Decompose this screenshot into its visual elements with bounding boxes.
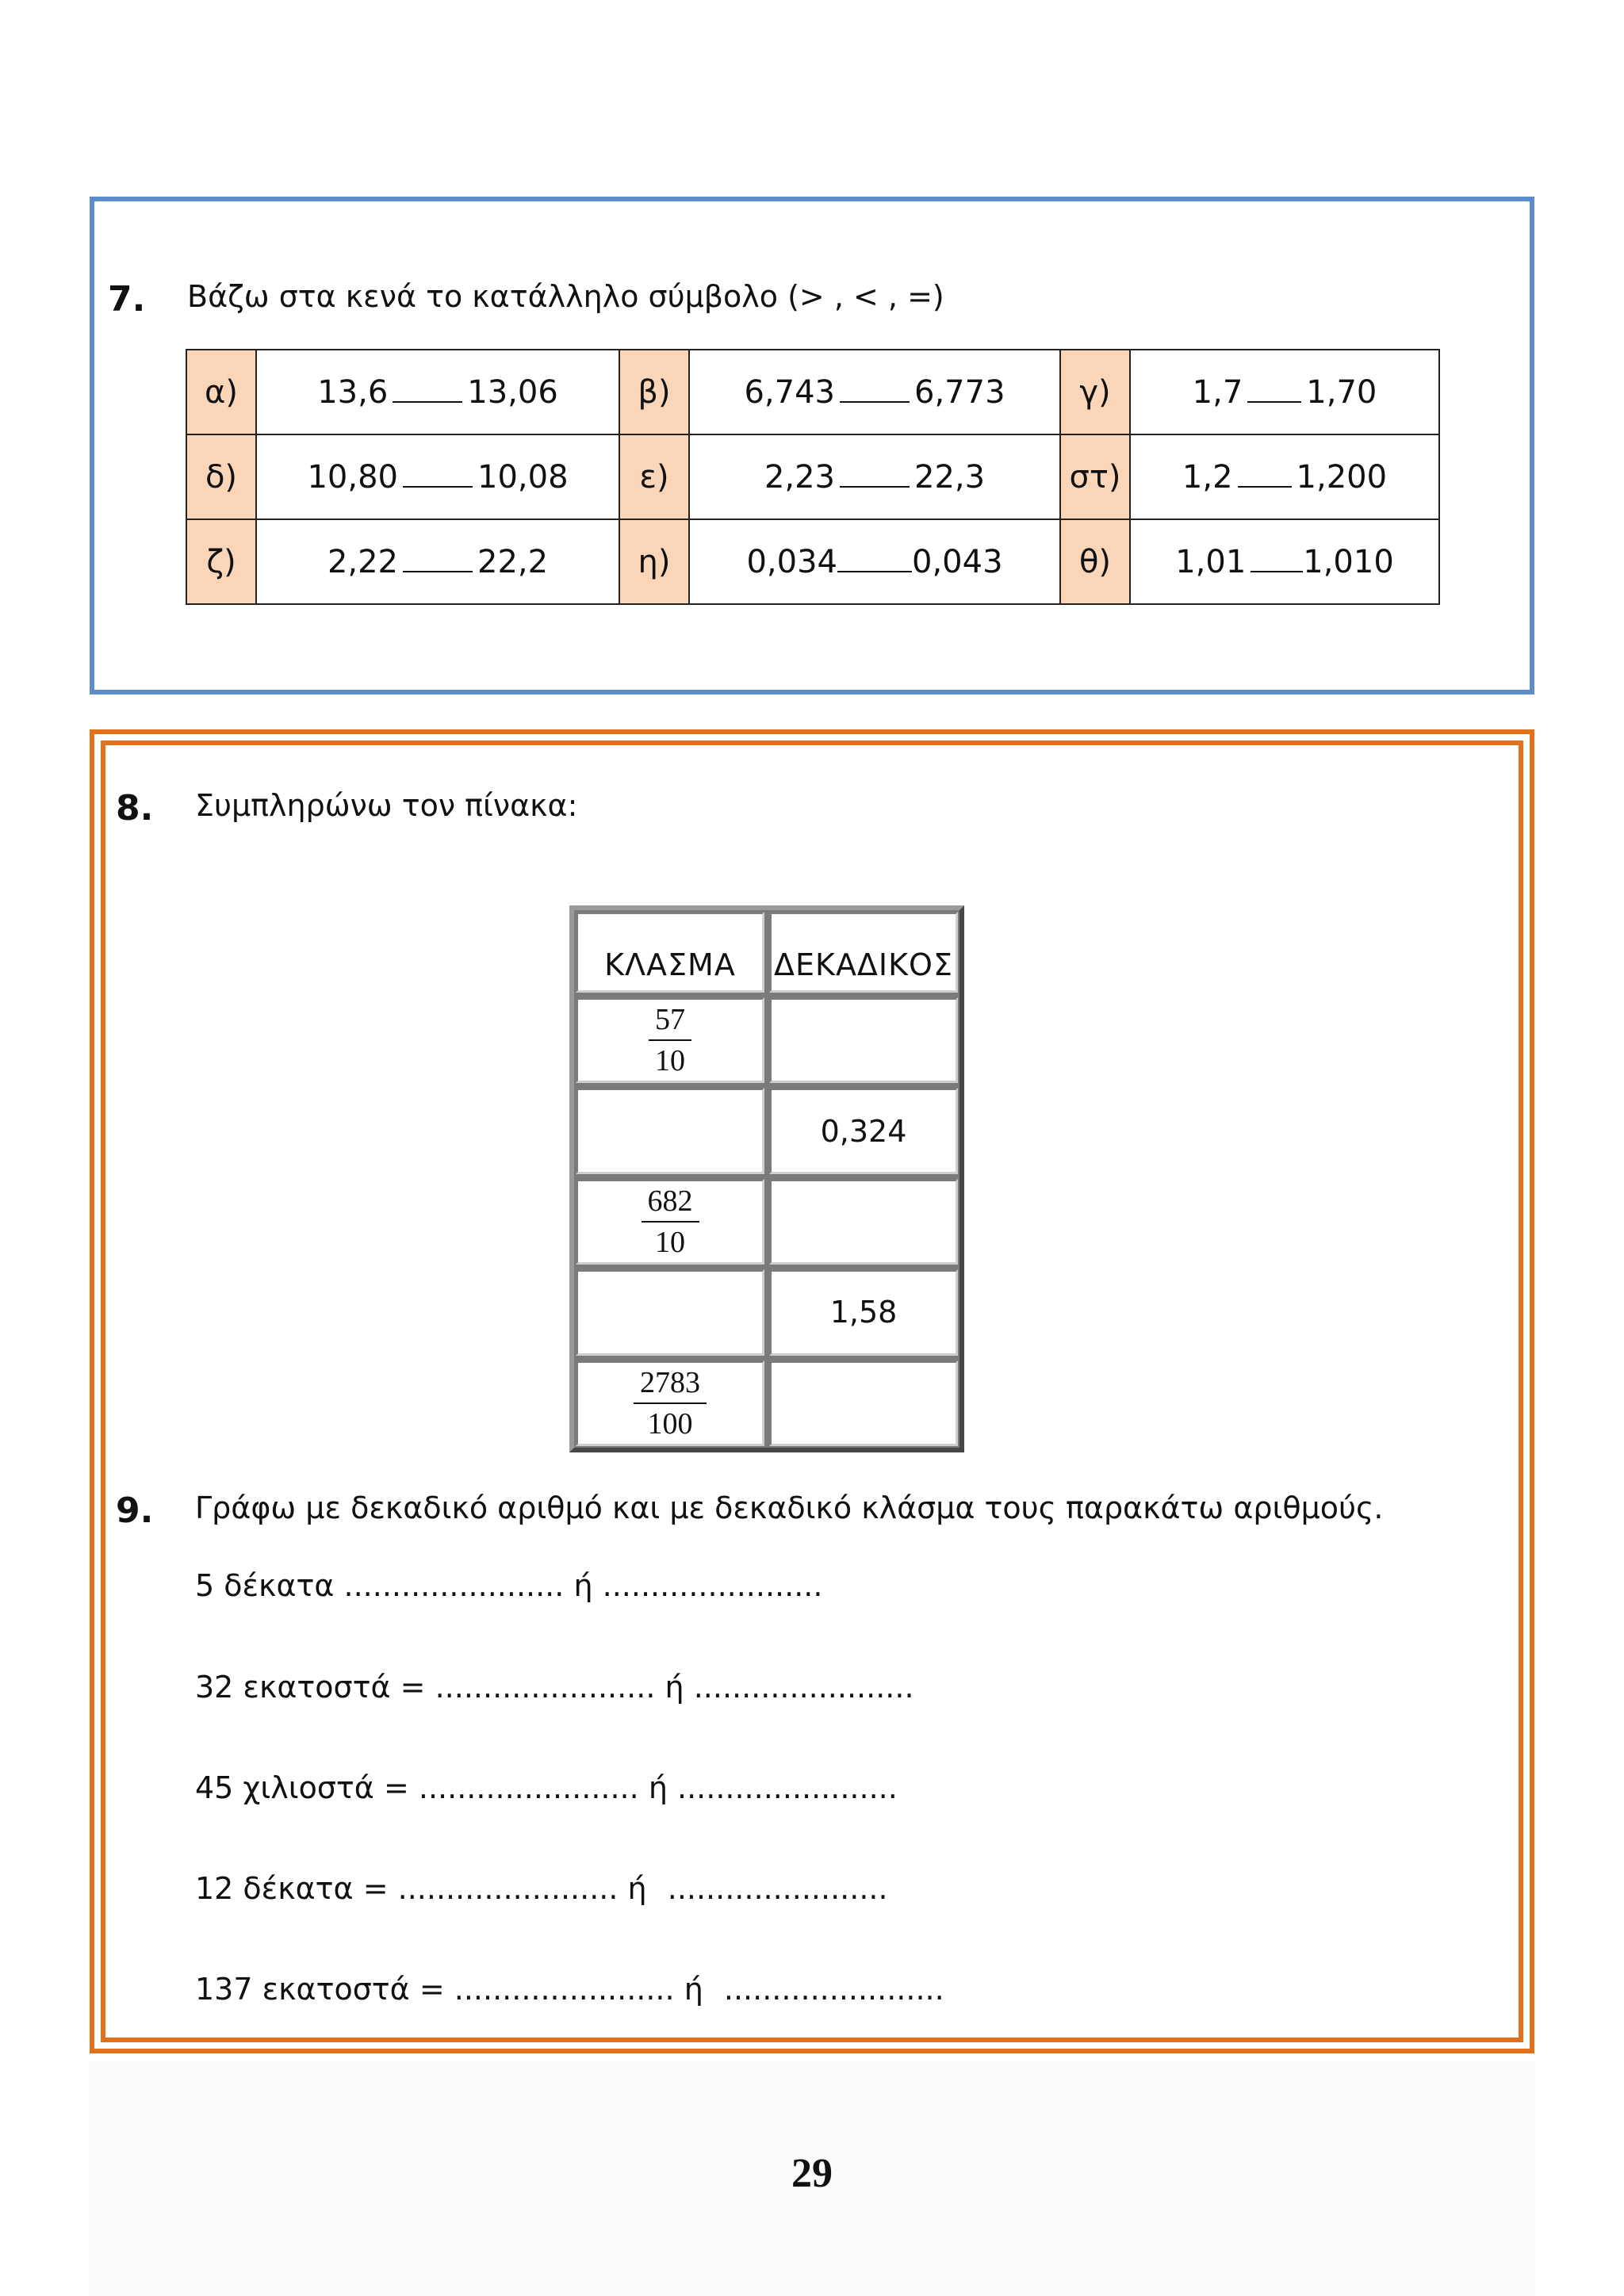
quantity-text: 137 εκατοστά bbox=[195, 1972, 410, 2007]
left-number: 0,034 bbox=[746, 543, 837, 580]
fraction-answer-dots[interactable]: ....................... bbox=[667, 1871, 888, 1906]
or-word: ή bbox=[627, 1871, 647, 1906]
fraction-answer-cell[interactable] bbox=[576, 1269, 764, 1355]
left-number: 1,7 bbox=[1192, 373, 1243, 411]
table-row bbox=[186, 350, 1439, 434]
comparison-cell[interactable] bbox=[1130, 434, 1439, 519]
equals-sign: = bbox=[362, 1871, 389, 1906]
fraction bbox=[634, 1363, 707, 1444]
fraction bbox=[642, 1181, 699, 1262]
left-number: 2,22 bbox=[327, 543, 398, 580]
exercise-9-instruction: Γράφω με δεκαδικό αριθμό και με δεκαδικό κλάσμα τους παρακάτω αριθμούς. bbox=[195, 1490, 1384, 1525]
denominator: 10 bbox=[655, 1225, 685, 1259]
right-number: 22,3 bbox=[914, 458, 986, 496]
fraction-decimal-table bbox=[569, 905, 964, 1452]
blank-line[interactable] bbox=[1238, 462, 1292, 488]
decimal-cell: 1,58 bbox=[769, 1269, 958, 1355]
equals-sign: = bbox=[383, 1770, 409, 1805]
table-row bbox=[186, 434, 1439, 519]
exercise-8-number: 8. bbox=[116, 788, 154, 828]
fraction-answer-dots[interactable]: ....................... bbox=[693, 1670, 914, 1705]
conversion-line[interactable] bbox=[195, 1770, 898, 1805]
comparison-table bbox=[186, 349, 1440, 605]
exercise-7-instruction: Βάζω στα κενά το κατάλληλο σύμβολο (> , < , =) bbox=[187, 279, 944, 314]
right-number: 0,043 bbox=[912, 543, 1003, 580]
item-label: θ) bbox=[1060, 519, 1130, 604]
item-label: β) bbox=[619, 350, 689, 434]
item-label: δ) bbox=[186, 434, 256, 519]
exercise-9-number: 9. bbox=[116, 1490, 154, 1531]
decimal-answer-dots[interactable]: ....................... bbox=[397, 1871, 619, 1906]
quantity-text: 45 χιλιοστά bbox=[195, 1770, 374, 1805]
item-label: ζ) bbox=[186, 519, 256, 604]
fraction-cell bbox=[576, 1360, 764, 1446]
right-number: 1,010 bbox=[1303, 543, 1394, 580]
blank-line[interactable] bbox=[837, 547, 912, 572]
header-fraction: ΚΛΑΣΜΑ bbox=[576, 912, 764, 993]
comparison-cell[interactable] bbox=[256, 350, 619, 434]
quantity-text: 32 εκατοστά bbox=[195, 1670, 391, 1705]
quantity-text: 5 δέκατα bbox=[195, 1568, 335, 1603]
fraction-cell bbox=[576, 1179, 764, 1265]
comparison-cell[interactable] bbox=[689, 350, 1060, 434]
fraction-answer-dots[interactable]: ....................... bbox=[723, 1972, 944, 2007]
or-word: ή bbox=[573, 1568, 593, 1603]
left-number: 2,23 bbox=[764, 458, 835, 496]
right-number: 13,06 bbox=[467, 373, 558, 411]
fraction-answer-dots[interactable]: ....................... bbox=[677, 1770, 898, 1805]
exercise-7-number: 7. bbox=[108, 279, 146, 320]
blank-line[interactable] bbox=[403, 462, 473, 488]
item-label: γ) bbox=[1060, 350, 1130, 434]
fraction-cell bbox=[576, 997, 764, 1083]
decimal-cell: 0,324 bbox=[769, 1088, 958, 1173]
or-word: ή bbox=[684, 1972, 703, 2007]
equals-sign: = bbox=[419, 1972, 445, 2007]
decimal-answer-cell[interactable] bbox=[769, 997, 958, 1083]
conversion-line[interactable] bbox=[195, 1972, 944, 2007]
conversion-line[interactable] bbox=[195, 1670, 914, 1705]
left-number: 6,743 bbox=[744, 373, 835, 411]
comparison-cell[interactable] bbox=[256, 434, 619, 519]
numerator: 682 bbox=[642, 1181, 699, 1223]
comparison-cell[interactable] bbox=[1130, 350, 1439, 434]
numerator: 2783 bbox=[634, 1363, 707, 1404]
conversion-line[interactable] bbox=[195, 1871, 888, 1906]
blank-line[interactable] bbox=[403, 547, 473, 572]
right-number: 1,70 bbox=[1306, 373, 1377, 411]
page-number: 29 bbox=[791, 2151, 833, 2196]
blank-line[interactable] bbox=[840, 377, 910, 403]
comparison-cell[interactable] bbox=[689, 519, 1060, 604]
conversion-line[interactable] bbox=[195, 1568, 822, 1603]
right-number: 10,08 bbox=[477, 458, 569, 496]
left-number: 13,6 bbox=[317, 373, 389, 411]
blank-line[interactable] bbox=[840, 462, 910, 488]
denominator: 10 bbox=[655, 1044, 685, 1078]
comparison-cell[interactable] bbox=[256, 519, 619, 604]
decimal-answer-cell[interactable] bbox=[769, 1360, 958, 1446]
blank-line[interactable] bbox=[1247, 377, 1301, 403]
item-label: ε) bbox=[619, 434, 689, 519]
denominator: 100 bbox=[647, 1406, 693, 1441]
comparison-cell[interactable] bbox=[689, 434, 1060, 519]
or-word: ή bbox=[665, 1670, 684, 1705]
exercise-8-instruction: Συμπληρώνω τον πίνακα: bbox=[195, 788, 578, 823]
item-label: η) bbox=[619, 519, 689, 604]
comparison-cell[interactable] bbox=[1130, 519, 1439, 604]
or-word: ή bbox=[648, 1770, 668, 1805]
left-number: 1,01 bbox=[1175, 543, 1247, 580]
quantity-text: 12 δέκατα bbox=[195, 1871, 354, 1906]
right-number: 1,200 bbox=[1296, 458, 1388, 496]
item-label: α) bbox=[186, 350, 256, 434]
decimal-answer-dots[interactable]: ....................... bbox=[435, 1670, 656, 1705]
left-number: 1,2 bbox=[1182, 458, 1233, 496]
right-number: 6,773 bbox=[914, 373, 1005, 411]
numerator: 57 bbox=[649, 1000, 691, 1041]
item-label: στ) bbox=[1060, 434, 1130, 519]
blank-line[interactable] bbox=[1251, 547, 1303, 572]
decimal-answer-dots[interactable]: ....................... bbox=[343, 1568, 565, 1603]
header-decimal: ΔΕΚΑΔΙΚΟΣ bbox=[769, 912, 958, 993]
left-number: 10,80 bbox=[307, 458, 398, 496]
right-number: 22,2 bbox=[477, 543, 549, 580]
equals-sign: = bbox=[400, 1670, 426, 1705]
decimal-answer-dots[interactable]: ....................... bbox=[418, 1770, 639, 1805]
blank-line[interactable] bbox=[393, 377, 462, 403]
fraction-answer-dots[interactable]: ....................... bbox=[602, 1568, 823, 1603]
table-row bbox=[186, 519, 1439, 604]
fraction-answer-cell[interactable] bbox=[576, 1088, 764, 1173]
fraction bbox=[649, 1000, 691, 1081]
decimal-answer-cell[interactable] bbox=[769, 1179, 958, 1265]
decimal-answer-dots[interactable]: ....................... bbox=[454, 1972, 675, 2007]
